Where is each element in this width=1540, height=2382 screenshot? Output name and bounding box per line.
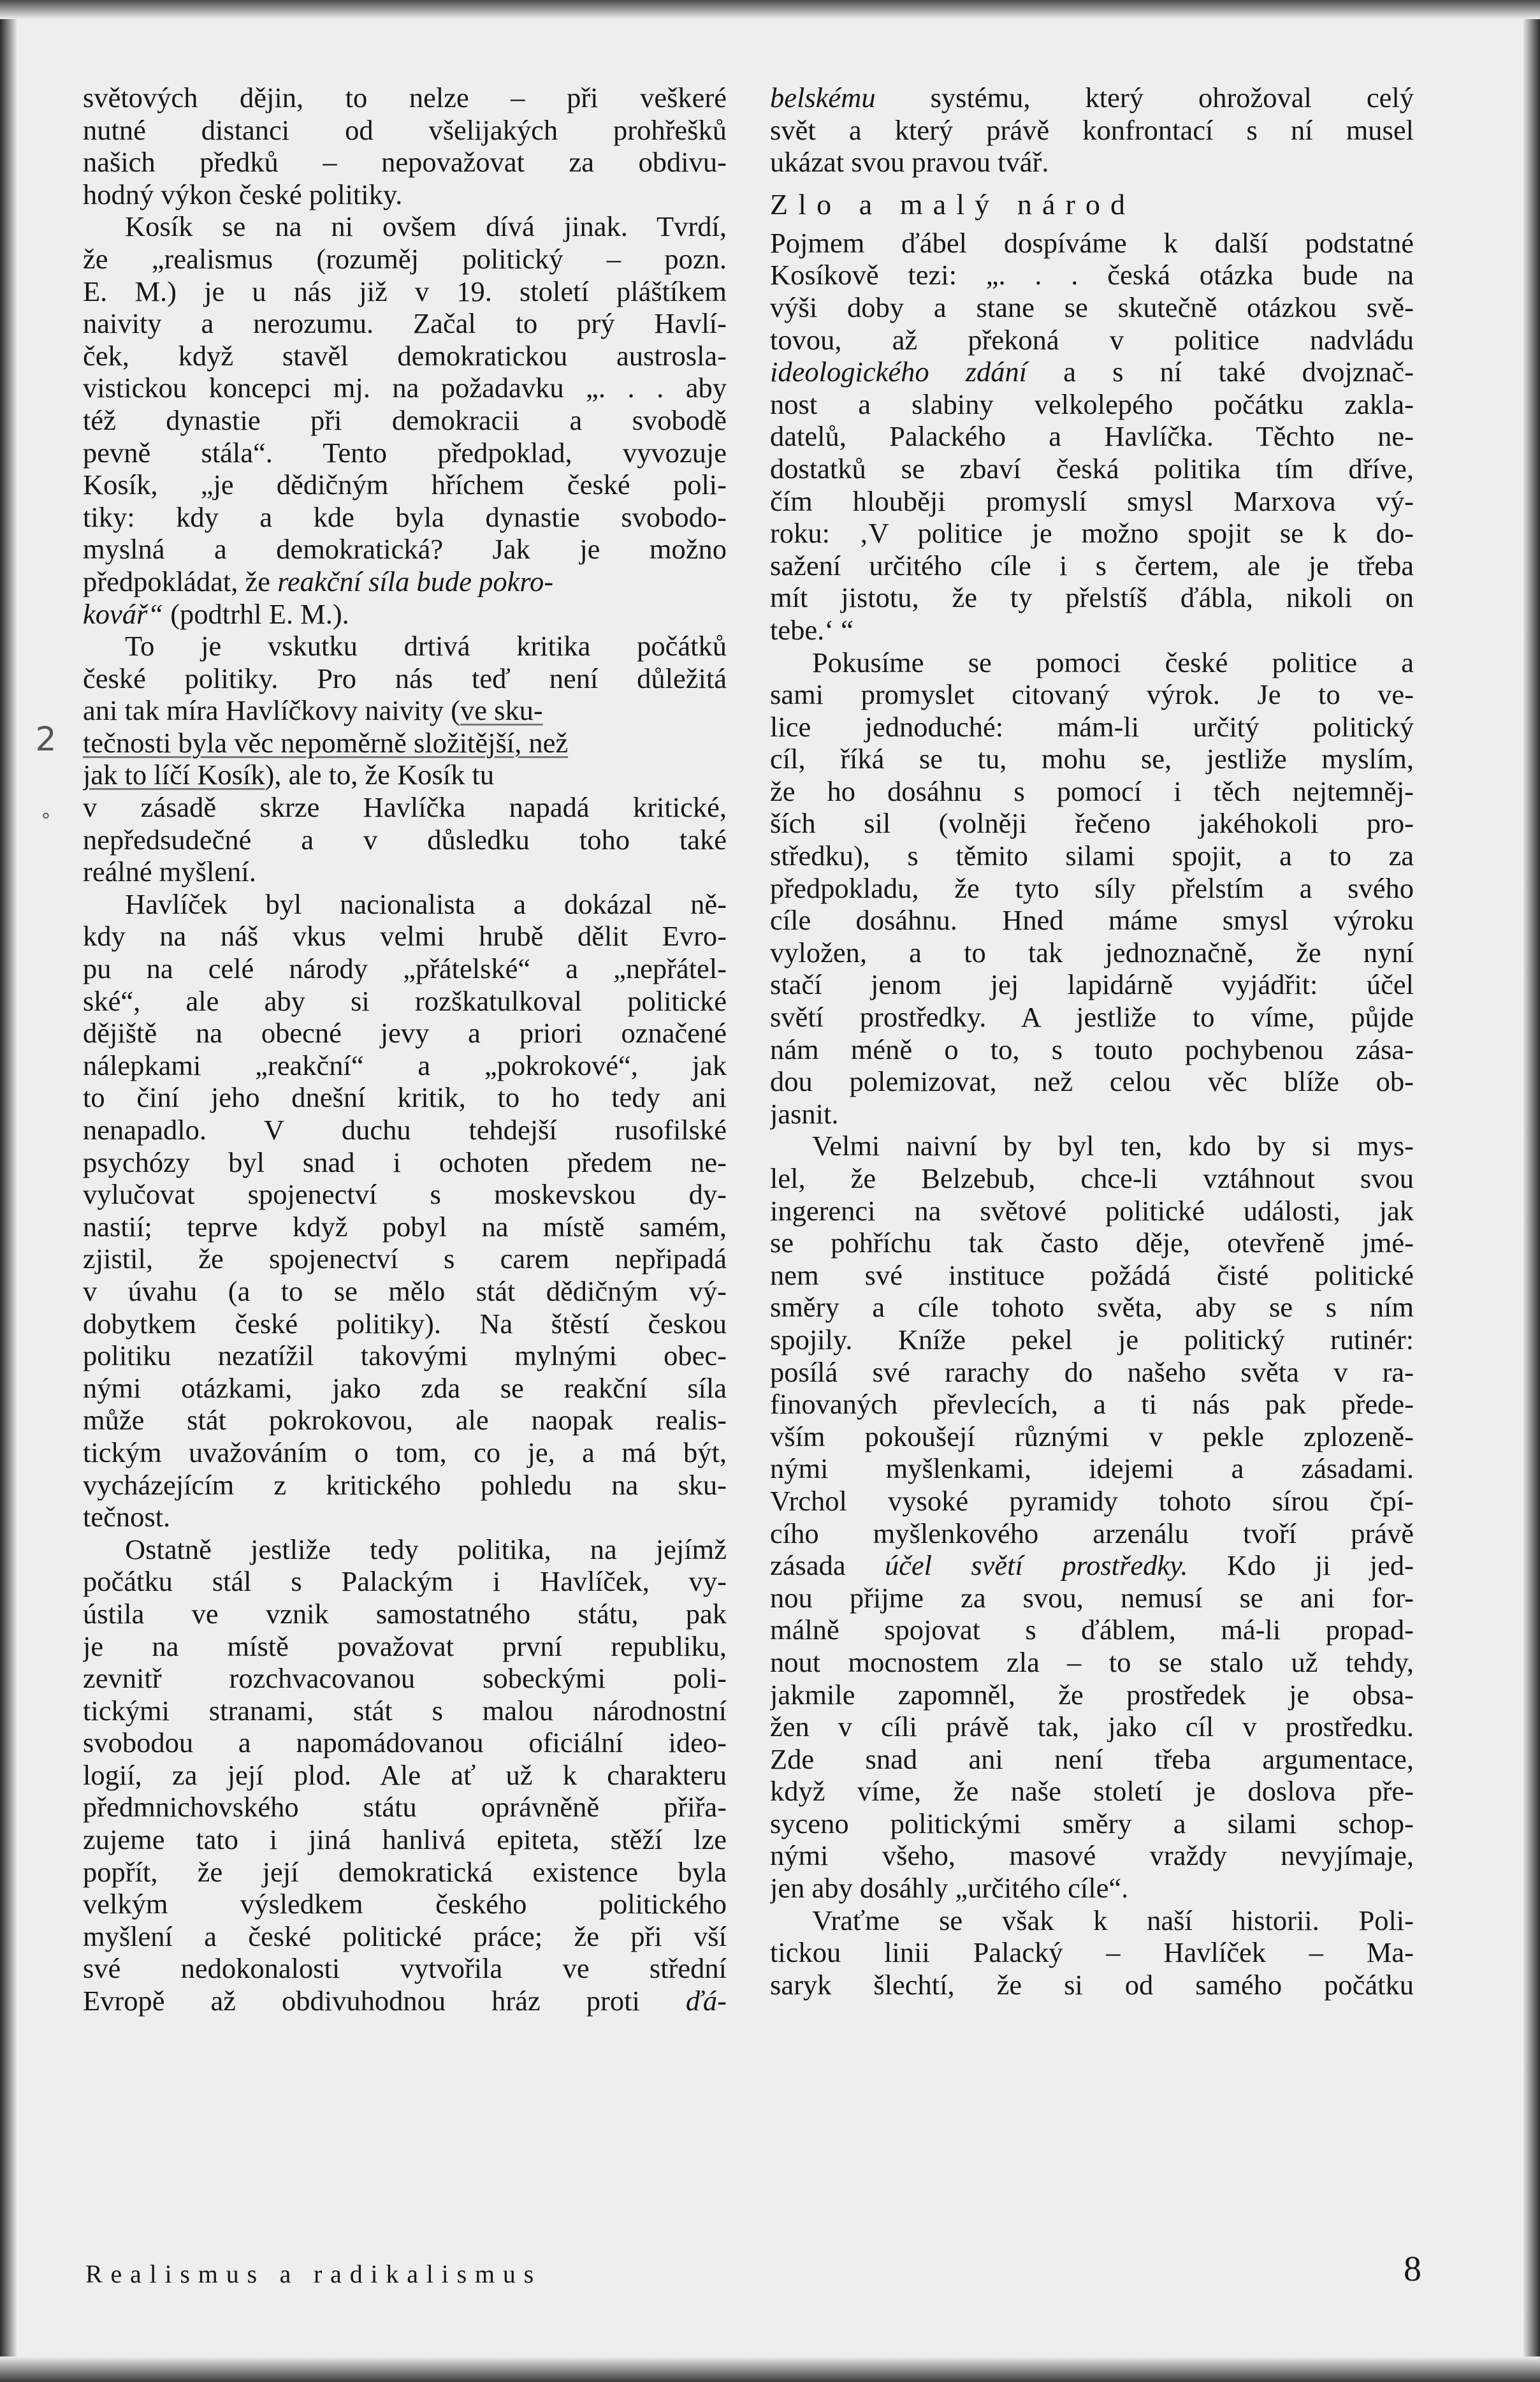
- text-run: zásada: [770, 1549, 846, 1582]
- text-line: cího myšlenkového arzenálu tvoří právě: [770, 1517, 1414, 1549]
- text-line: málně spojovat s ďáblem, má-li propad-: [770, 1614, 1414, 1646]
- text-line: směry a cíle tohoto světa, aby se s ním: [770, 1291, 1414, 1324]
- text-line: pu na celé národy „přátelské“ a „nepřátel-: [83, 953, 727, 985]
- text-line: Vraťme se však k naší historii. Poli-: [812, 1904, 1414, 1936]
- text-line: Pojmem ďábel dospíváme k další podstatné: [770, 226, 1414, 259]
- text-line: vyložen, a to tak jednoznačně, že nyní: [770, 936, 1414, 968]
- text-line: syceno politickými směry a silami schop-: [770, 1807, 1414, 1839]
- text-line: v zásadě skrze Havlíčka napadá kritické,: [83, 791, 727, 824]
- text-line: nenapadlo. V duchu tehdejší rusofilské: [83, 1114, 727, 1146]
- text-line: tickými stranami, stát s malou národnostní: [83, 1694, 727, 1727]
- text-line: též dynastie při demokracii a svobodě: [83, 404, 727, 436]
- text-line: je na místě považovat první republiku,: [83, 1630, 727, 1662]
- text-line: cíl, říká se tu, mohu se, jestliže myslím,: [770, 743, 1414, 775]
- text-line: saryk šlechtí, že si od samého počátku: [770, 1968, 1414, 2001]
- text-line: nými otázkami, jako zda se reakční síla: [83, 1371, 727, 1404]
- text-run: a s ní také dvojznač-: [1063, 356, 1414, 388]
- text-line: středku), s těmito silami spojit, a to za: [770, 840, 1414, 872]
- text-line: že „realismus (rozuměj politický – pozn.: [83, 242, 727, 275]
- text-line: jen aby dosáhly „určitého cíle“.: [770, 1872, 1129, 1904]
- right-column: [770, 82, 1414, 2001]
- pencil-underlined-text: ve sku-: [460, 694, 543, 727]
- pencil-underlined-text: jak to líčí Kosík: [83, 759, 265, 791]
- text-line: [83, 727, 727, 759]
- text-line: Kosík, „je dědičným hříchem české poli-: [83, 469, 727, 501]
- text-line: české politiky. Pro nás teď není důležitá: [83, 662, 727, 694]
- text-line: světových dějin, to nelze – při veškeré: [83, 82, 727, 113]
- text-line: žen v cíli právě tak, jako cíl v prostředku.: [770, 1711, 1414, 1743]
- text-run: ani tak míra Havlíčkovy naivity (: [83, 694, 460, 727]
- text-line: zjistil, že spojenectví s carem nepřipadá: [83, 1243, 727, 1275]
- left-column: [83, 82, 727, 2017]
- text-line: popřít, že její demokratická existence byla: [83, 1855, 727, 1888]
- text-line: tebe.‘ “: [770, 613, 854, 646]
- pencil-underlined-text: tečnosti byla věc nepoměrně složitější, než: [83, 726, 569, 759]
- text-run: Evropě až obdivuhodnou hráz proti: [83, 1985, 640, 2017]
- text-line: výši doby a stane se skutečně otázkou svě-: [770, 291, 1414, 323]
- text-line: logií, za její plod. Ale ať už k charakteru: [83, 1758, 727, 1791]
- text-line: dostatků se zbaví česká politika tím dříve,: [770, 452, 1414, 485]
- text-line: zevnitř rozchvacovanou sobeckými poli-: [83, 1662, 727, 1695]
- text-line: politiku nezatížil takovými mylnými obec-: [83, 1340, 727, 1372]
- scan-edge-right: [1523, 0, 1540, 2382]
- text-line: finovaných převlecích, a ti nás pak přede-: [770, 1388, 1414, 1421]
- italic-emphasis: kovář“: [83, 597, 164, 630]
- text-line: nepředsudečné a v důsledku toho také: [83, 823, 727, 856]
- text-line: Ostatně jestliže tedy politika, na jejímž: [125, 1533, 727, 1565]
- italic-emphasis: reakční síla bude pokro-: [277, 565, 554, 597]
- text-run: (podtrhl E. M.).: [170, 597, 349, 630]
- text-line: se pohříchu tak často děje, otevřeně jmé-: [770, 1227, 1414, 1259]
- text-line: myslná a demokratická? Jak je možno: [83, 533, 727, 566]
- text-line: zujeme tato i jiná hanlivá epiteta, stěží lze: [83, 1823, 727, 1856]
- text-line: stačí jenom jej lapidárně vyjádřit: účel: [770, 968, 1414, 1001]
- text-line: Kosík se na ni ovšem dívá jinak. Tvrdí,: [125, 210, 727, 243]
- text-line: může stát pokrokovou, ale naopak realis-: [83, 1404, 727, 1436]
- pencil-margin-mark: °: [41, 810, 51, 832]
- text-line: dobytkem české politiky). Na štěstí českou: [83, 1307, 727, 1340]
- text-line: nutné distanci od všelijakých prohřešků: [83, 113, 727, 146]
- text-line: datelů, Palackého a Havlíčka. Těchto ne-: [770, 420, 1414, 453]
- text-line: nost a slabiny velkolepého počátku zakla-: [770, 388, 1414, 420]
- pencil-margin-mark: 2: [35, 720, 57, 759]
- text-line: Kosíkově tezi: „. . . česká otázka bude na: [770, 259, 1414, 291]
- text-run: předpokládat, že: [83, 565, 271, 597]
- scan-edge-bottom: [0, 2356, 1540, 2382]
- text-line: jakmile zapomněl, že prostředek je obsa-: [770, 1678, 1414, 1711]
- text-line: své nedokonalosti vytvořila ve střední: [83, 1952, 727, 1985]
- text-run: Kdo ji jed-: [1226, 1549, 1414, 1582]
- text-line: předpokladu, že tyto síly přelstím a svého: [770, 872, 1414, 904]
- italic-emphasis: účel světí prostředky.: [884, 1549, 1188, 1582]
- text-line: [83, 598, 727, 631]
- text-line: vycházejícím z kritického pohledu na sku-: [83, 1468, 727, 1501]
- text-line: tiky: kdy a kde byla dynastie svobodo-: [83, 501, 727, 533]
- text-line: tečnost.: [83, 1501, 171, 1533]
- text-line: naivity a nerozumu. Začal to prý Havlí-: [83, 307, 727, 340]
- text-line: nými všeho, masové vraždy nevyjímaje,: [770, 1839, 1414, 1872]
- text-line: vším pokoušejí různými v pekle zplozeně-: [770, 1420, 1414, 1452]
- italic-emphasis: belskému: [770, 82, 876, 113]
- text-line: myšlení a české politické práce; že při vší: [83, 1920, 727, 1952]
- text-line: v úvahu (a to se mělo stát dědičným vý-: [83, 1275, 727, 1307]
- text-line: [770, 356, 1414, 388]
- text-line: [83, 1985, 727, 2017]
- text-line: [83, 566, 727, 598]
- section-heading: Zlo a malý národ: [770, 187, 1136, 221]
- text-line: lel, že Belzebub, chce-li vztáhnout svou: [770, 1162, 1414, 1194]
- text-line: předmnichovského státu oprávněně přiřa-: [83, 1791, 727, 1823]
- text-line: dějiště na obecné jevy a priori označené: [83, 1017, 727, 1049]
- text-line: že ho dosáhnu s pomocí i těch nejtemněj-: [770, 775, 1414, 807]
- text-line: lice jednoduché: mám-li určitý politický: [770, 710, 1414, 743]
- text-line: ších sil (volněji řečeno jakéhokoli pro-: [770, 807, 1414, 840]
- text-line: sažení určitého cíle i s čertem, ale je třeba: [770, 549, 1414, 581]
- text-line: [83, 694, 727, 727]
- text-line: Pokusíme se pomoci české politice a: [812, 646, 1414, 678]
- text-line: ingerenci na světové politické události, jak: [770, 1194, 1414, 1227]
- text-line: tovou, až překoná v politice nadvládu: [770, 323, 1414, 356]
- text-line: nými myšlenkami, idejemi a zásadami.: [770, 1452, 1414, 1485]
- text-line: roku: ‚V politice je možno spojit se k do-: [770, 517, 1414, 550]
- scan-edge-top: [0, 0, 1540, 19]
- text-line: počátku stál s Palackým i Havlíček, vy-: [83, 1565, 727, 1598]
- scan-edge-left: [0, 0, 17, 2382]
- text-line: dou polemizovat, než celou věc blíže ob-: [770, 1065, 1414, 1098]
- text-line: [83, 759, 727, 791]
- text-run: ), ale to, že Kosík tu: [265, 759, 495, 791]
- italic-emphasis: ďá-: [685, 1985, 727, 2017]
- text-line: [770, 1549, 1414, 1582]
- text-line: světí prostředky. A jestliže to víme, půjde: [770, 1001, 1414, 1034]
- text-line: nám méně o to, s touto pochybenou zása-: [770, 1033, 1414, 1065]
- text-line: velkým výsledkem českého politického: [83, 1888, 727, 1920]
- text-line: čím hlouběji promyslí smysl Marxova vý-: [770, 485, 1414, 517]
- text-line: mít jistotu, že ty přelstíš ďábla, nikoli on: [770, 581, 1414, 614]
- text-line: nastií; teprve když pobyl na místě samém,: [83, 1210, 727, 1243]
- text-line: nem své instituce požádá čisté politické: [770, 1259, 1414, 1291]
- text-line: To je vskutku drtivá kritika počátků: [125, 630, 727, 662]
- italic-emphasis: ideologického zdání: [770, 356, 1028, 388]
- text-line: když víme, že naše století je doslova pře-: [770, 1775, 1414, 1808]
- text-line: tickou linii Palacký – Havlíček – Ma-: [770, 1936, 1414, 1969]
- text-line: svobodou a napomádovanou oficiální ideo-: [83, 1727, 727, 1759]
- text-line: hodný výkon české politiky.: [83, 178, 403, 210]
- text-line: to činí jeho dnešní kritik, to ho tedy ani: [83, 1081, 727, 1114]
- text-line: ské“, ale aby si rozškatulkoval politické: [83, 984, 727, 1017]
- text-line: E. M.) je u nás již v 19. století pláštíkem: [83, 275, 727, 307]
- text-line: nou přijme za svou, nemusí se ani for-: [770, 1581, 1414, 1614]
- text-line: kdy na náš vkus velmi hrubě dělit Evro-: [83, 920, 727, 953]
- text-line: nálepkami „reakční“ a „pokrokové“, jak: [83, 1049, 727, 1081]
- text-line: posílá své rarachy do našeho světa v ra-: [770, 1355, 1414, 1388]
- text-line: sami promyslet citovaný výrok. Je to ve-: [770, 678, 1414, 711]
- page-number: 8: [1404, 2249, 1421, 2289]
- running-footer-title: Realismus a radikalismus: [85, 2260, 542, 2288]
- text-line: cíle dosáhnu. Hned máme smysl výroku: [770, 904, 1414, 937]
- text-line: ukázat svou pravou tvář.: [770, 146, 1049, 179]
- text-line: ček, když stavěl demokratickou austrosla-: [83, 339, 727, 372]
- text-line: psychózy byl snad i ochoten předem ne-: [83, 1146, 727, 1178]
- text-run: systému, který ohrožoval celý: [930, 82, 1414, 113]
- text-line: spojily. Kníže pekel je politický rutinér:: [770, 1323, 1414, 1355]
- text-line: Vrchol vysoké pyramidy tohoto sírou čpí-: [770, 1484, 1414, 1517]
- text-line: Zde snad ani není třeba argumentace,: [770, 1743, 1414, 1775]
- text-line: tickým uvažováním o tom, co je, a má být,: [83, 1436, 727, 1468]
- text-line: pevně stála“. Tento předpoklad, vyvozuje: [83, 436, 727, 469]
- text-line: jasnit.: [770, 1097, 839, 1130]
- text-line: Velmi naivní by byl ten, kdo by si mys-: [812, 1130, 1414, 1162]
- text-line: našich předků – nepovažovat za obdivu-: [83, 146, 727, 179]
- text-line: vistickou koncepci mj. na požadavku „. . . aby: [83, 372, 727, 404]
- text-line: vylučovat spojenectví s moskevskou dy-: [83, 1178, 727, 1211]
- text-line: ústila ve vznik samostatného státu, pak: [83, 1597, 727, 1630]
- text-line: svět a který právě konfrontací s ní musel: [770, 113, 1414, 146]
- text-line: nout mocnostem zla – to se stalo už tehdy,: [770, 1646, 1414, 1678]
- text-line: [770, 82, 1414, 114]
- text-line: Havlíček byl nacionalista a dokázal ně-: [125, 888, 727, 920]
- text-line: reálné myšlení.: [83, 856, 256, 888]
